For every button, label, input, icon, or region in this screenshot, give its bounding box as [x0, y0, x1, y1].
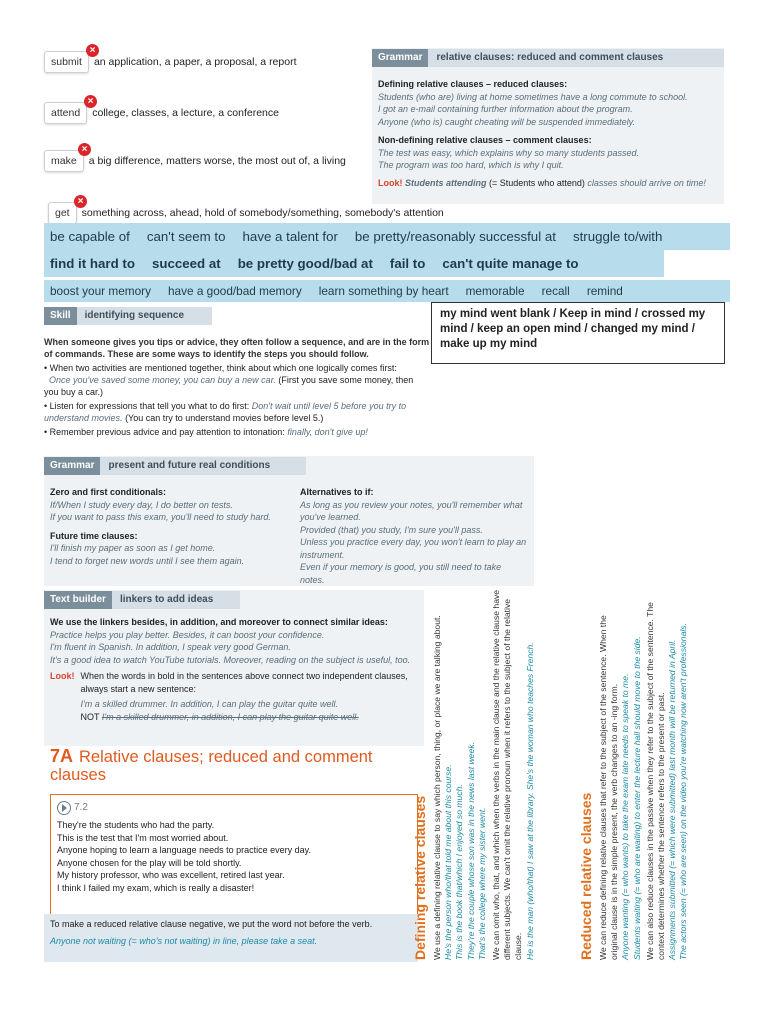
panel-tag: Grammar [372, 49, 428, 68]
panel-tag: Grammar [44, 457, 100, 476]
audio-line: I think I failed my exam, which is really a disaster! [57, 882, 255, 893]
phrase: have a good/bad memory [167, 284, 302, 298]
remove-icon[interactable]: × [86, 44, 99, 57]
negative-rule: To make a reduced relative clause negative, we put the word not before the verb. [50, 919, 373, 929]
audio-header [57, 801, 411, 815]
unit-title: Relative clauses; reduced and comment clauses [50, 748, 373, 784]
reduced-column [578, 590, 728, 960]
skill-intro: When someone gives you tips or advice, they often follow a sequence, and are in the form of commands. These are some ways to identify the steps you should follow. [44, 337, 430, 359]
panel-header [372, 48, 724, 68]
panel-title: linkers to add ideas [112, 591, 240, 610]
look-c: classes should arrive on time! [587, 177, 706, 188]
audio-line: My history professor, who was excellent, retired last year. [57, 870, 285, 880]
example: Assignments submitted (= which were submitted) last month will be returned in April. [667, 639, 678, 960]
panel-title: identifying sequence [77, 307, 212, 325]
column-title: Defining relative clauses [412, 795, 428, 960]
phrase-band-difficulty [44, 250, 664, 277]
phrase: boost your memory [50, 284, 151, 298]
skill-bullet: • Listen for expressions that tell you what to do first: Don't wait until level 5 before you try to understand movies. (You can try to understand movies before level 5.) [44, 401, 407, 423]
look-a: Students attending [405, 177, 487, 188]
example: I tend to forget new words until I see them again. [50, 555, 245, 566]
audio-line: This is the test that I'm most worried about. [57, 832, 229, 843]
defining-title: Defining relative clauses – reduced clauses: [378, 79, 568, 89]
column-title: Reduced relative clauses [578, 792, 594, 960]
example: He's the person who/that told me about this course. [443, 764, 454, 960]
phrase: struggle to/with [572, 229, 663, 244]
collocation-word: submit [44, 51, 89, 73]
example: The test was easy, which explains why so many students passed. [378, 147, 639, 158]
look-text: When the words in bold in the sentences above connect two independent clauses, always start a new sentence: [80, 671, 408, 694]
example: He is the man (who/that) I saw at the library. She's the woman who teaches French. [524, 642, 535, 960]
phrase: have a talent for [242, 229, 338, 244]
collocation-text: a big difference, matters worse, the most out of, a living [88, 155, 346, 167]
column-intro: We use a defining relative clause to say which person, thing, or place we are talking about. [432, 615, 442, 960]
not-label: NOT [80, 711, 100, 722]
example: Provided (that) you study, I'm sure you'll pass. [300, 524, 483, 535]
panel-header [44, 590, 240, 610]
collocation-word: make [44, 150, 84, 172]
phrase: recall [541, 284, 570, 298]
column-paragraph: We can reduce defining relative clauses that refer to the subject of the sentence. When the original clause is in the simple present, the verb changes to an -ing form. [598, 615, 620, 960]
phrase: can't quite manage to [442, 256, 579, 271]
example: Anyone (who is) caught cheating will be suspended immediately. [378, 116, 635, 127]
remove-icon[interactable]: × [78, 143, 91, 156]
phrase-band-memory [44, 280, 730, 302]
collocation-text: college, classes, a lecture, a conference [92, 107, 279, 119]
text-builder-panel [44, 590, 424, 746]
panel-tag: Text builder [44, 591, 112, 610]
not-example: I'm a skilled drummer, in addition, I can play the guitar quite well. [101, 711, 359, 722]
defining-column [412, 586, 562, 960]
look-b: (= Students who attend) [489, 177, 585, 188]
phrase: be pretty good/bad at [237, 256, 373, 271]
collocation-word: attend [44, 102, 87, 124]
look-note [378, 177, 718, 190]
example: I got an e-mail containing further information about the program. [378, 104, 633, 114]
linkers-intro: We use the linkers besides, in addition, and moreover to connect similar ideas: [50, 617, 388, 627]
example: It's a good idea to watch YouTube tutorials. Moreover, reading on the subject is useful, too. [50, 654, 411, 665]
example: Students waiting (= who are waiting) to enter the lecture hall should move to the side. [631, 636, 642, 960]
zero-title: Zero and first conditionals: [50, 487, 167, 497]
panel-tag: Skill [44, 307, 77, 325]
mind-expressions-box: my mind went blank / Keep in mind / crossed my mind / keep an open mind / changed my mind / make up my mind [431, 302, 725, 364]
conditionals-left [50, 486, 290, 567]
phrase: be capable of [50, 229, 130, 244]
phrase: succeed at [151, 256, 221, 271]
nondefining-title: Non-defining relative clauses – comment clauses: [378, 135, 592, 145]
audio-line: Anyone hoping to learn a language needs to practice every day. [57, 845, 312, 855]
panel-title: relative clauses: reduced and comment clauses [428, 49, 724, 68]
phrase: learn something by heart [318, 284, 449, 298]
example: Students (who are) living at home sometimes have a long commute to school. [378, 91, 688, 102]
audio-line: They're the students who had the party. [57, 820, 215, 830]
example: Practice helps you play better. Besides, it can boost your confidence. [50, 629, 325, 640]
collocation-text: an application, a paper, a proposal, a report [93, 56, 297, 68]
example: This is the book that/which I enjoyed so much. [454, 784, 465, 960]
phrase: memorable [465, 284, 525, 298]
phrase: fail to [389, 256, 426, 271]
panel-header [44, 306, 212, 326]
skill-panel [44, 306, 430, 438]
negative-example: Anyone not waiting (= who's not waiting) in line, please take a seat. [50, 936, 318, 946]
collocation-word: get [48, 202, 77, 224]
skill-bullet: • When two activities are mentioned together, think about which one logically comes first: Once you've saved some money, you can buy a new car. (First you save some money, then you buy a car.) [44, 363, 414, 397]
audio-box [50, 794, 418, 924]
phrase: be pretty/reasonably successful at [354, 229, 556, 244]
look-note [50, 670, 418, 723]
panel-title: present and future real conditions [100, 457, 306, 476]
example: Anyone wanting (= who wants) to take the exam late needs to speak to me. [620, 673, 631, 960]
example: I'll finish my paper as soon as I get home. [50, 543, 216, 553]
look-label: Look! [378, 177, 403, 188]
skill-bullet: • Remember previous advice and pay attention to intonation: finally, don't give up! [44, 427, 368, 437]
collocation-attend [44, 96, 279, 126]
look-label: Look! [50, 671, 75, 681]
phrase: can't seem to [146, 229, 226, 244]
grammar-conditionals-panel [44, 456, 534, 586]
phrase-band-ability [44, 223, 730, 250]
collocation-submit [44, 45, 297, 75]
remove-icon[interactable]: × [74, 195, 87, 208]
example: If/When I study every day, I do better on tests. [50, 499, 233, 510]
play-icon[interactable] [57, 801, 71, 815]
example: I'm fluent in Spanish. In addition, I speak very good German. [50, 642, 291, 652]
audio-line: Anyone chosen for the play will be told shortly. [57, 857, 242, 868]
column-rule: We can omit who, that, and which when the verbs in the main clause and the relative clause have different subjects. We can't omit the relative pronoun when it refers to the subject of the relative clause. [491, 589, 524, 960]
example: As long as you review your notes, you'll remember what you've learned. [300, 499, 523, 522]
phrase: remind [586, 284, 623, 298]
unit-number: 7A [50, 746, 74, 766]
future-title: Future time clauses: [50, 530, 138, 541]
example: That's the college where my sister went. [476, 807, 487, 960]
grammar-relative-panel [372, 48, 724, 204]
example: They're the couple whose son was in the news last week. [465, 741, 476, 960]
negative-note [44, 914, 418, 962]
collocation-make [44, 144, 346, 174]
example: Even if your memory is good, you still need to take notes. [300, 562, 502, 585]
panel-header [44, 456, 306, 476]
example: The program was too hard, which is why I quit. [378, 160, 564, 170]
example: Unless you practice every day, you won't learn to play an instrument. [300, 537, 527, 560]
alt-title: Alternatives to if: [300, 487, 374, 497]
look-example: I'm a skilled drummer. In addition, I can play the guitar quite well. [80, 699, 339, 709]
unit-heading [50, 747, 420, 784]
conditionals-right [300, 486, 528, 586]
phrase: find it hard to [50, 256, 135, 271]
example: The actors seen (= who are seen) on the video you're watching now aren't professionals. [678, 623, 689, 960]
collocation-text: something across, ahead, hold of somebody/something, somebody's attention [81, 207, 444, 219]
example: If you want to pass this exam, you'll need to study hard. [50, 512, 271, 522]
column-paragraph: We can also reduce clauses in the passive when they refer to the subject of the sentence. The context determines whether the sentence refers to the present or past. [644, 602, 667, 960]
remove-icon[interactable]: × [84, 95, 97, 108]
audio-track: 7.2 [74, 801, 88, 813]
